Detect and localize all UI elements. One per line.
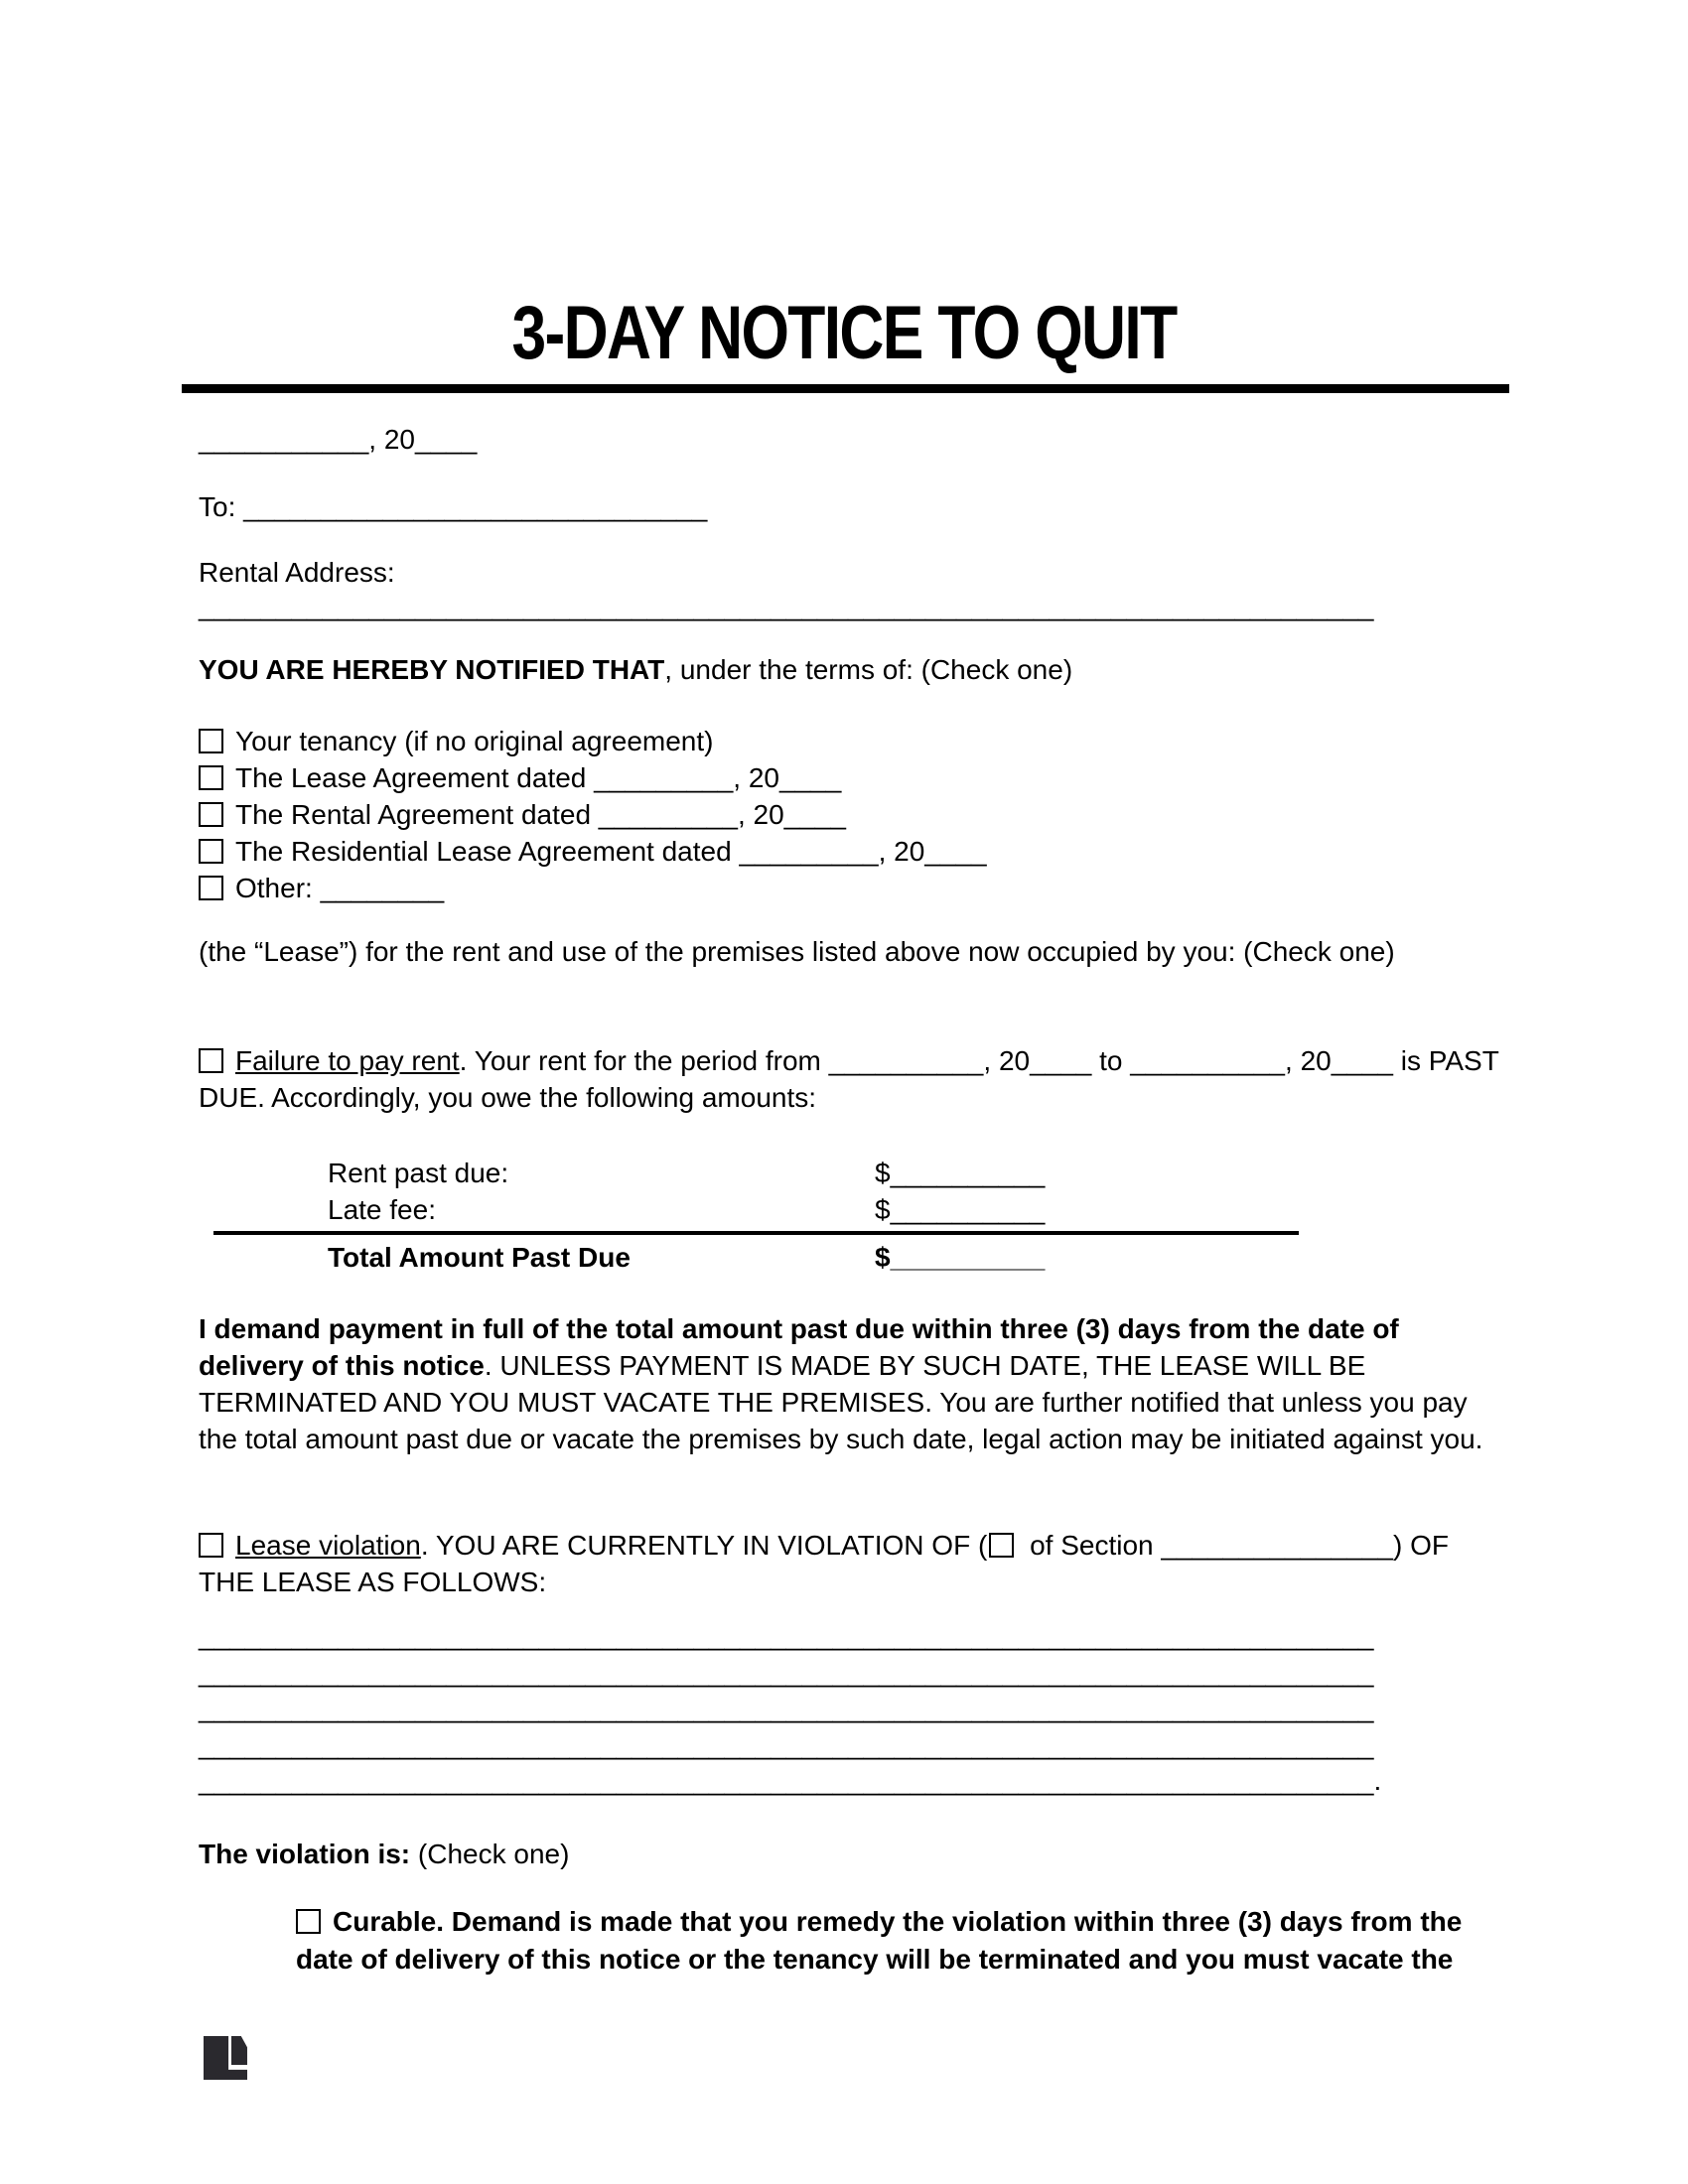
rent-past-due-label: Rent past due: — [328, 1158, 509, 1188]
lease-violation-checkbox[interactable] — [199, 1533, 223, 1558]
failure-to-pay-rent-section — [199, 1042, 1507, 1116]
failure-to-pay-rent-checkbox[interactable] — [199, 1048, 223, 1073]
option-label: The Lease Agreement dated _________, 20____ — [235, 762, 842, 793]
option-tenancy — [199, 723, 1509, 759]
rental-address-label: Rental Address: — [199, 557, 395, 588]
total-amount-label: Total Amount Past Due — [328, 1242, 631, 1273]
section-checkbox[interactable] — [989, 1533, 1014, 1558]
violation-description-lines — [199, 1618, 1381, 1800]
lease-violation-section — [199, 1527, 1497, 1600]
violation-is-rest-text: (Check one) — [410, 1839, 570, 1869]
option-label: Your tenancy (if no original agreement) — [235, 726, 714, 756]
total-amount-field[interactable]: $__________ — [875, 1242, 1046, 1273]
rental-address-blank-field[interactable]: ____________________________________________________________________________ — [199, 591, 1374, 621]
violation-text-3: ) OF THE LEASE AS FOLLOWS: — [199, 1530, 1449, 1597]
demand-paragraph — [199, 1310, 1497, 1457]
lease-agreement-checkbox[interactable] — [199, 765, 223, 790]
option-label: Other: ________ — [235, 873, 445, 903]
failure-label: Failure to pay rent — [235, 1045, 460, 1076]
violation-blank-line-field[interactable]: ____________________________________________________________________________ — [199, 1620, 1374, 1651]
late-fee-label: Late fee: — [328, 1194, 436, 1225]
title-rule — [182, 384, 1509, 393]
lease-definition-paragraph: (the “Lease”) for the rent and use of the premises listed above now occupied by you: (Check one) — [199, 936, 1395, 967]
logo-page-shape — [231, 2036, 247, 2065]
rental-agreement-checkbox[interactable] — [199, 802, 223, 827]
option-lease-agreement — [199, 759, 1509, 796]
violation-is-line — [199, 1836, 569, 1872]
option-residential-lease-agreement — [199, 833, 1509, 870]
violation-blank-line-field[interactable]: ____________________________________________________________________________ — [199, 1693, 1374, 1723]
late-fee-amount-field[interactable]: $__________ — [875, 1194, 1046, 1225]
residential-lease-agreement-checkbox[interactable] — [199, 839, 223, 864]
violation-blank-line-field[interactable]: ____________________________________________________________________________. — [199, 1765, 1382, 1796]
violation-blank-line-field[interactable]: ____________________________________________________________________________ — [199, 1656, 1374, 1688]
table-total-row — [199, 1239, 1489, 1276]
date-line — [199, 421, 477, 458]
demand-rest-text: . UNLESS PAYMENT IS MADE BY SUCH DATE, THE LEASE WILL BE TERMINATED AND YOU MUST VACATE THE PREMISES. You are further notified that unless you pay the total amount past due or vacate the premises by such date, legal action may be initiated against you. — [199, 1350, 1483, 1454]
violation-text-2: of Section _______________ — [1022, 1530, 1393, 1561]
to-line — [199, 488, 707, 525]
amounts-table — [199, 1155, 1489, 1276]
rent-past-due-amount-field[interactable]: $__________ — [875, 1158, 1046, 1188]
violation-blank-line-field[interactable]: ____________________________________________________________________________ — [199, 1728, 1374, 1760]
other-checkbox[interactable] — [199, 876, 223, 900]
violation-is-bold-text: The violation is: — [199, 1839, 411, 1869]
lease-violation-label: Lease violation — [235, 1530, 421, 1561]
option-label: The Rental Agreement dated _________, 20____ — [235, 799, 846, 830]
notified-statement — [199, 651, 1509, 688]
option-label: The Residential Lease Agreement dated _________, 20____ — [235, 836, 987, 867]
demand-bold-text: I demand payment in full of the total amount past due within three (3) days from the date of delivery of this notice — [199, 1313, 1399, 1381]
curable-text: Curable. Demand is made that you remedy the violation within three (3) days from the date of delivery of this notice or the tenancy will be terminated and you must vacate the — [296, 1906, 1463, 1975]
date-blank-field[interactable]: ___________, 20____ — [199, 424, 478, 455]
to-blank-field[interactable]: ______________________________ — [243, 491, 708, 522]
option-other — [199, 870, 1509, 906]
option-rental-agreement — [199, 796, 1509, 833]
amounts-divider-rule — [213, 1231, 1299, 1235]
lease-type-options — [199, 723, 1509, 906]
tenancy-checkbox[interactable] — [199, 729, 223, 753]
legaltemplates-logo — [204, 2036, 247, 2080]
to-label: To: — [199, 491, 236, 522]
violation-text-1: . YOU ARE CURRENTLY IN VIOLATION OF ( — [420, 1530, 988, 1561]
failure-text: . Your rent for the period from __________, 20____ to __________, 20____ is PAST DUE. Accordingly, you owe the following amounts: — [199, 1045, 1499, 1113]
curable-checkbox[interactable] — [296, 1909, 321, 1934]
notified-bold-text: YOU ARE HEREBY NOTIFIED THAT — [199, 654, 665, 685]
table-row — [199, 1155, 1489, 1191]
page-title: 3-DAY NOTICE TO QUIT — [511, 291, 1177, 375]
curable-option — [296, 1903, 1505, 1978]
notified-rest-text: , under the terms of: (Check one) — [664, 654, 1073, 685]
table-row — [199, 1191, 1489, 1228]
